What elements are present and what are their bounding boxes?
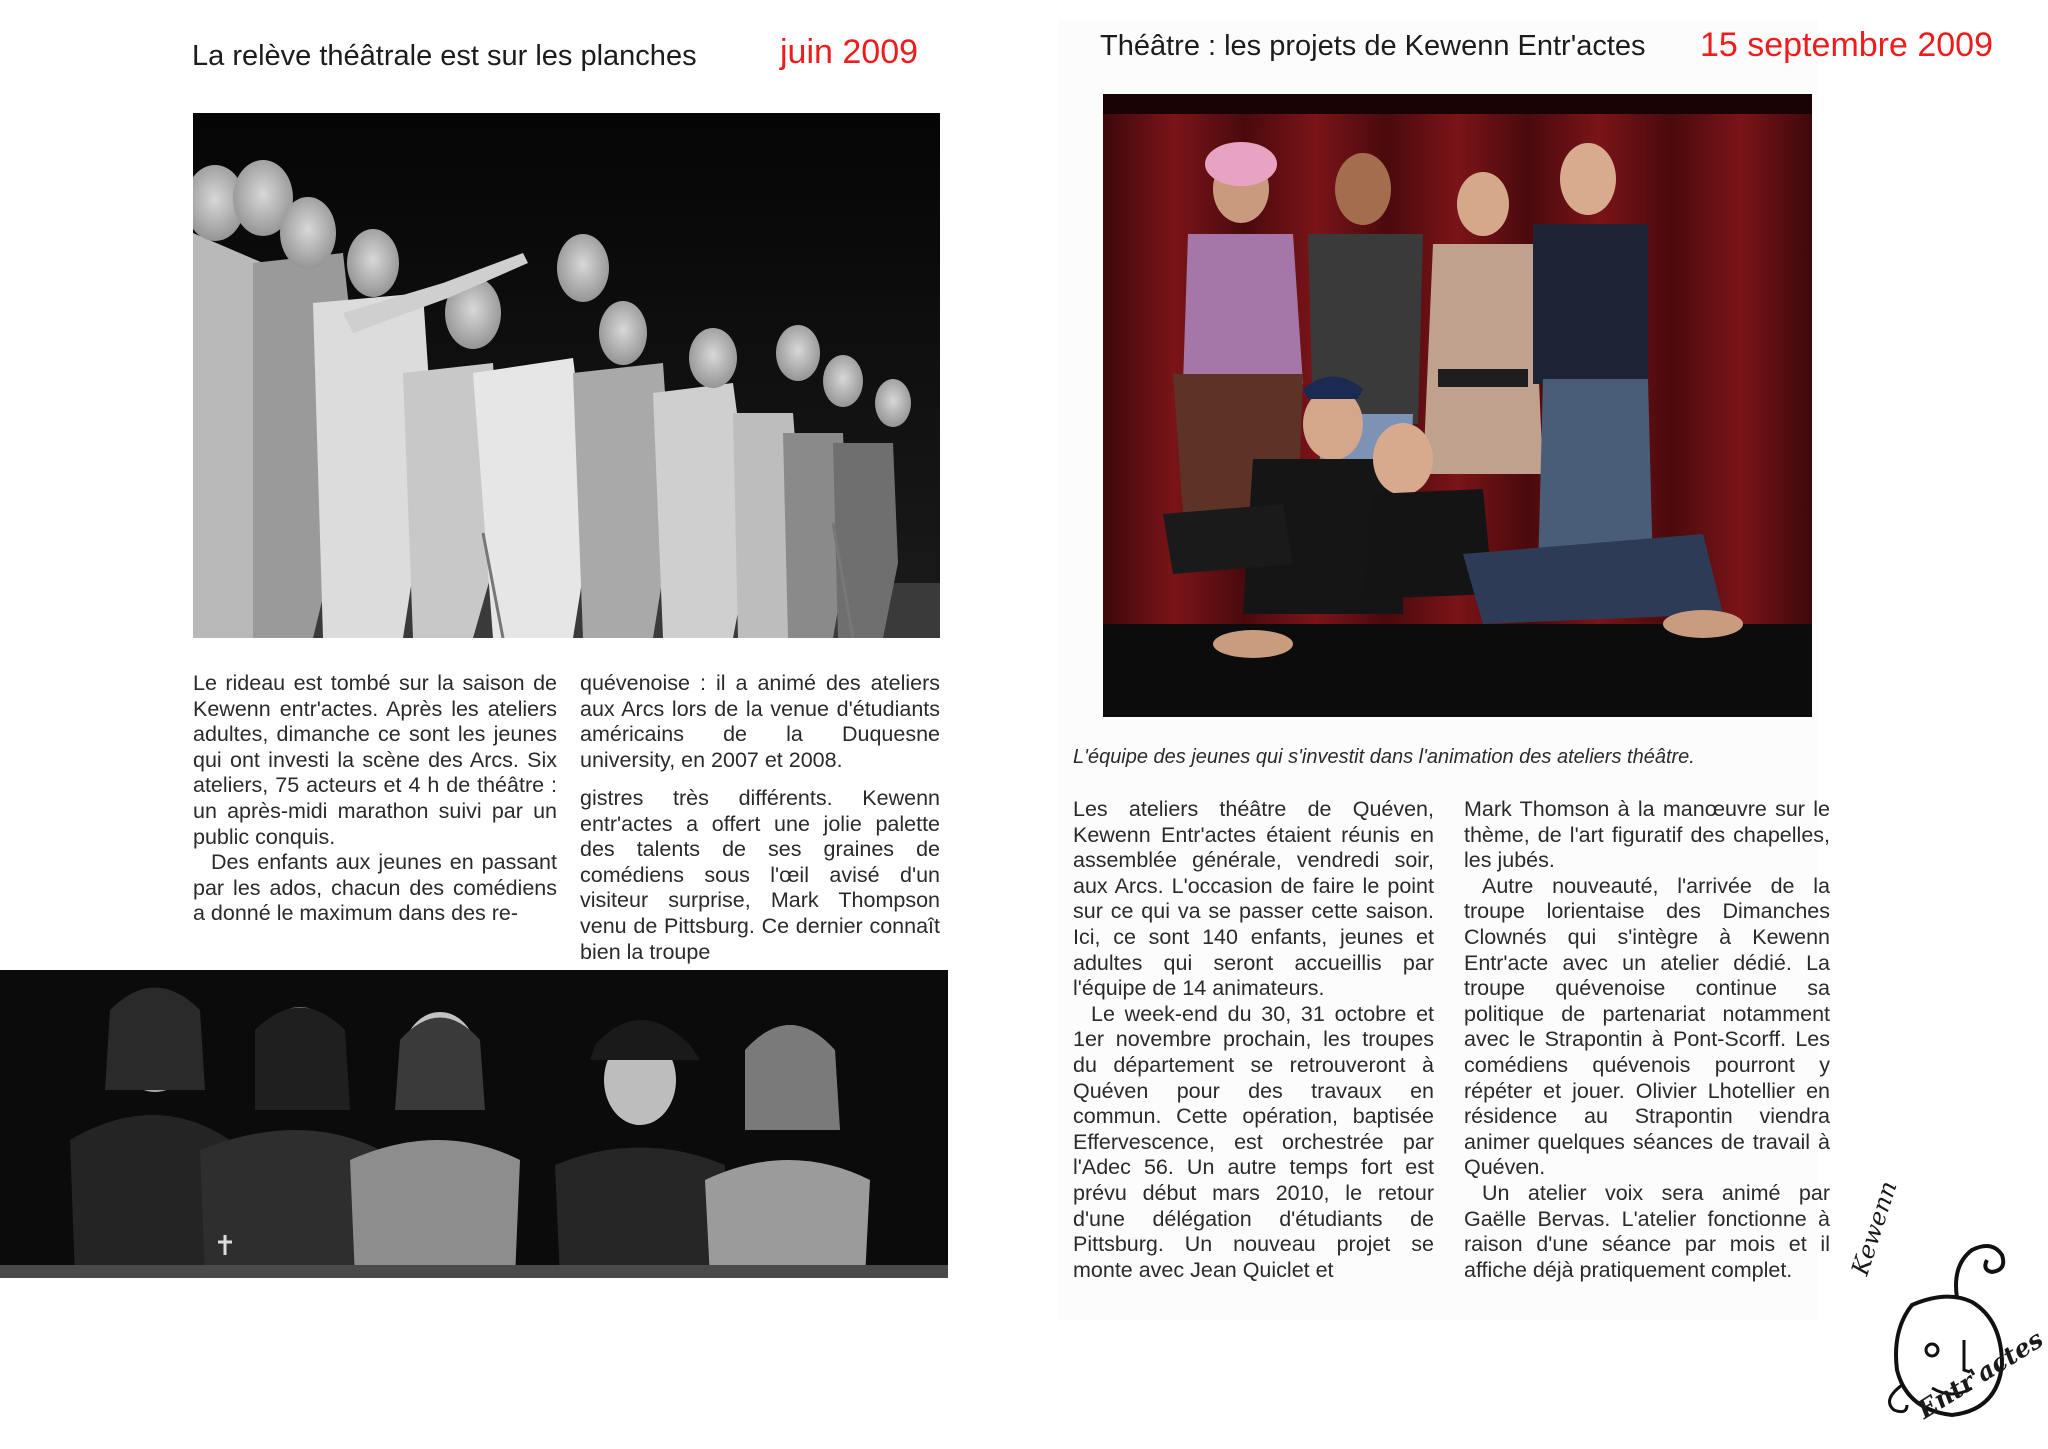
right-date: 15 septembre 2009 [1700, 26, 1993, 64]
kewenn-entractes-logo [1846, 1177, 2048, 1440]
logo-bottom-text: Entr'actes [1912, 1324, 2048, 1425]
left-column-2-bottom [580, 786, 940, 965]
right-column-2 [1464, 797, 1830, 1283]
right-col2-para-1: Mark Thomson à la manœuvre sur le thème, de l'art figuratif des chapelles, les jubés. [1464, 797, 1830, 873]
left-top-photo [193, 113, 940, 638]
right-col2-para-2: Autre nouveauté, l'arrivée de la troupe lorientaise des Dimanches Clownés qui s'intègre à Kewenn Entr'acte avec un atelier dédié. La troupe quévenoise continue sa politique de partenariat notamment avec le Strapontin à Pont-Scorff. Les comédiens quévenois pourront y répéter et jouer. Olivier Lhotellier en résidence au Strapontin viendra animer quelques séances de travail à Quéven. [1464, 873, 1830, 1180]
left-col2-para-2: gistres très différents. Kewenn entr'actes a offert une jolie palette des talents de ses graines de comédiens sous l'œil avisé d'un visiteur surprise, Mark Thompson venu de Pittsburg. Ce dernier connaît bien la troupe [580, 786, 940, 964]
left-col2-para-1: quévenoise : il a animé des ateliers aux Arcs lors de la venue d'étudiants américains de la Duquesne university, en 2007 et 2008. [580, 671, 940, 772]
left-headline: La relève théâtrale est sur les planches [192, 40, 697, 72]
right-col1-para-2: Le week-end du 30, 31 octobre et 1er novembre prochain, les troupes du département se retrouveront à Quéven pour des travaux en commun. Cette opération, baptisée Effervescence, est orchestrée par l'Adec 56. Un autre temps fort est prévu début mars 2010, le retour d'une délégation d'étudiants de Pittsburg. Un nouveau projet se monte avec Jean Quiclet et [1073, 1001, 1434, 1282]
right-team-photo [1103, 94, 1812, 717]
right-photo-caption: L'équipe des jeunes qui s'investit dans l'animation des ateliers théâtre. [1073, 746, 1695, 768]
right-column-1 [1073, 797, 1434, 1283]
right-headline: Théâtre : les projets de Kewenn Entr'actes [1100, 30, 1646, 62]
left-column-1 [193, 671, 557, 927]
left-col1-para-1: Le rideau est tombé sur la saison de Kewenn entr'actes. Après les ateliers adultes, dimanche ce sont les jeunes qui ont investi la scène des Arcs. Six ateliers, 75 acteurs et 4 h de théâtre : un après-midi marathon suivi par un public conquis. [193, 671, 557, 849]
left-bottom-photo [0, 970, 948, 1278]
left-date: juin 2009 [780, 33, 919, 71]
right-col1-para-1: Les ateliers théâtre de Quéven, Kewenn Entr'actes étaient réunis en assemblée générale, vendredi soir, aux Arcs. L'occasion de faire le point sur ce qui va se passer cette saison. Ici, ce sont 140 enfants, jeunes et adultes qui seront accueillis par l'équipe de 14 animateurs. [1073, 797, 1434, 1001]
right-col2-para-3: Un atelier voix sera animé par Gaëlle Bervas. L'atelier fonctionne à raison d'une séance par mois et il affiche déjà pratiquement complet. [1464, 1180, 1830, 1282]
left-col1-para-2: Des enfants aux jeunes en passant par les ados, chacun des comédiens a donné le maximum dans des re- [193, 850, 557, 926]
left-column-2-top [580, 671, 940, 773]
logo-top-text: Kewenn [1846, 1177, 1903, 1279]
